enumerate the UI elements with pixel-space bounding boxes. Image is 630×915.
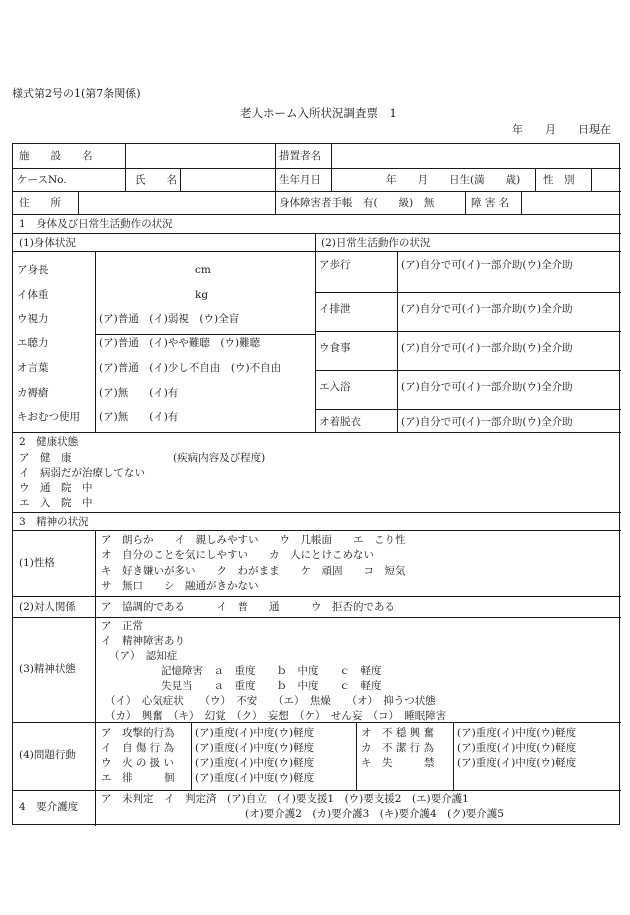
mental-label: (3)精神状態 [19,663,76,675]
form-title: 老人ホーム入所状況調査票 1 [240,106,397,120]
person-name-label: 氏 名 [135,174,177,186]
body-row-label: オ言葉 [17,362,49,374]
body-status-title: (1)身体状況 [19,237,76,249]
personality-line: ア 朗らか イ 親しみやすい ウ 几帳面 エ こり性 [101,534,406,546]
behavior-item-value: (ア)重度(イ)中度(ウ)軽度 [457,727,577,739]
body-row-label: エ聴力 [17,337,49,349]
mental-line: （イ） 心気症状 （ウ） 不安 （エ） 焦燥 （オ） 抑うつ状態 [105,695,436,707]
behavior-item-label: キ 失 禁 [361,757,435,769]
body-row-label: ア身長 [17,264,49,276]
behavior-label: (4)問題行動 [19,749,76,761]
adl-row-label: ウ食事 [319,342,351,354]
behavior-item-value: (ア)重度(イ)中度(ウ)軽度 [457,742,577,754]
behavior-item-label: カ 不 潔 行 為 [361,742,435,754]
adl-row-label: オ着脱衣 [319,416,361,428]
mental-line: ア 正常 [101,620,143,632]
disability-book-label: 身体障害者手帳 有( 級) 無 [279,197,435,209]
body-row-value: (ア)普通 (イ)弱視 (ウ)全盲 [99,313,240,325]
relation-label: (2)対人関係 [19,601,76,613]
mental-line: （ア） 認知症 [109,650,178,662]
body-row-label: イ体重 [17,289,49,301]
adl-row-value: (ア)自分で可(イ)一部介助(ウ)全介助 [401,416,573,428]
behavior-item-value: (ア)重度(イ)中度(ウ)軽度 [195,772,315,784]
mental-line: （カ） 興奮 （キ） 幻覚 （ク） 妄想 （ケ） せん妄 （コ） 睡眠障害 [105,710,447,722]
body-row-value: (ア)普通 (イ)少し不自由 (ウ)不自由 [99,362,282,374]
behavior-item-label: ア 攻撃的行為 [101,727,175,739]
body-row-label: キおむつ使用 [17,411,80,423]
body-row-label: ウ視力 [17,313,49,325]
body-row-value: (ア)普通 (イ)やや難聴 (ウ)難聴 [99,337,261,349]
case-no-label: ケースNo. [17,174,67,186]
section-4-title: 4 要介護度 [19,801,79,813]
health-note: (疾病内容及び程度) [173,452,266,464]
sex-label: 性 別 [543,174,575,186]
body-row-value: (ア)無 (イ)有 [99,411,179,423]
care-level-line: ア 未判定 イ 判定済 (ア)自立 (イ)要支援1 (ウ)要支援2 (エ)要介護1 [101,793,469,805]
mental-line: イ 精神障害あり [101,635,185,647]
behavior-item-value: (ア)重度(イ)中度(ウ)軽度 [195,742,315,754]
body-row-value: cm [195,264,211,276]
behavior-item-value: (ア)重度(イ)中度(ウ)軽度 [195,727,315,739]
section-3-title: 3 精神の状況 [19,516,89,528]
personality-line: サ 無口 シ 融通がきかない [101,580,259,592]
adl-row-value: (ア)自分で可(イ)一部介助(ウ)全介助 [401,303,573,315]
mental-line: 記憶障害 ａ 重度 ｂ 中度 ｃ 軽度 [161,665,382,677]
section-2-title: 2 健康状態 [19,436,79,448]
behavior-item-value: (ア)重度(イ)中度(ウ)軽度 [457,757,577,769]
facility-name-label: 施 設 名 [19,150,93,162]
adl-row-label: ア歩行 [319,259,351,271]
personality-line: キ 好き嫌いが多い ク わがまま ケ 頑固 コ 短気 [101,565,406,577]
health-option: ア 健 康 [19,452,72,464]
adl-title: (2)日常生活動作の状況 [321,237,431,249]
behavior-item-value: (ア)重度(イ)中度(ウ)軽度 [195,757,315,769]
form-number: 様式第2号の1(第7条関係) [12,87,141,100]
adl-row-value: (ア)自分で可(イ)一部介助(ウ)全介助 [401,342,573,354]
adl-row-value: (ア)自分で可(イ)一部介助(ウ)全介助 [401,259,573,271]
adl-row-value: (ア)自分で可(イ)一部介助(ウ)全介助 [401,381,573,393]
health-option: ウ 通 院 中 [19,482,93,494]
date-line: 年 月 日現在 [512,123,611,136]
survey-form [12,143,620,825]
birth-date-label: 生年月日 [279,174,321,186]
body-row-label: カ褥瘡 [17,387,49,399]
behavior-item-label: オ 不 穏 興 奮 [361,727,435,739]
health-option: エ 入 院 中 [19,497,93,509]
adl-row-label: イ排泄 [319,303,351,315]
mental-line: 失見当 ａ 重度 ｂ 中度 ｃ 軽度 [161,680,382,692]
birth-date-value: 年 月 日生(満 歳) [386,174,521,186]
behavior-item-label: ウ 火 の 扱 い [101,757,175,769]
relation-line: ア 協調的である イ 普 通 ウ 拒否的である [101,601,395,613]
behavior-item-label: イ 自 傷 行 為 [101,742,175,754]
section-1-title: 1 身体及び日常生活動作の状況 [19,218,173,230]
adl-row-label: エ入浴 [319,381,351,393]
address-label: 住 所 [19,197,61,209]
body-row-value: (ア)無 (イ)有 [99,387,179,399]
personality-line: オ 自分のことを気にしやすい カ 人にとけこめない [101,549,374,561]
placer-name-label: 措置者名 [279,150,321,162]
health-option: イ 病弱だが治療してない [19,467,145,479]
disability-name-label: 障 害 名 [471,197,510,209]
body-row-value: kg [195,289,209,301]
care-level-line: (オ)要介護2 (カ)要介護3 (キ)要介護4 (ク)要介護5 [245,808,504,820]
behavior-item-label: エ 徘 徊 [101,772,175,784]
personality-label: (1)性格 [19,557,55,569]
